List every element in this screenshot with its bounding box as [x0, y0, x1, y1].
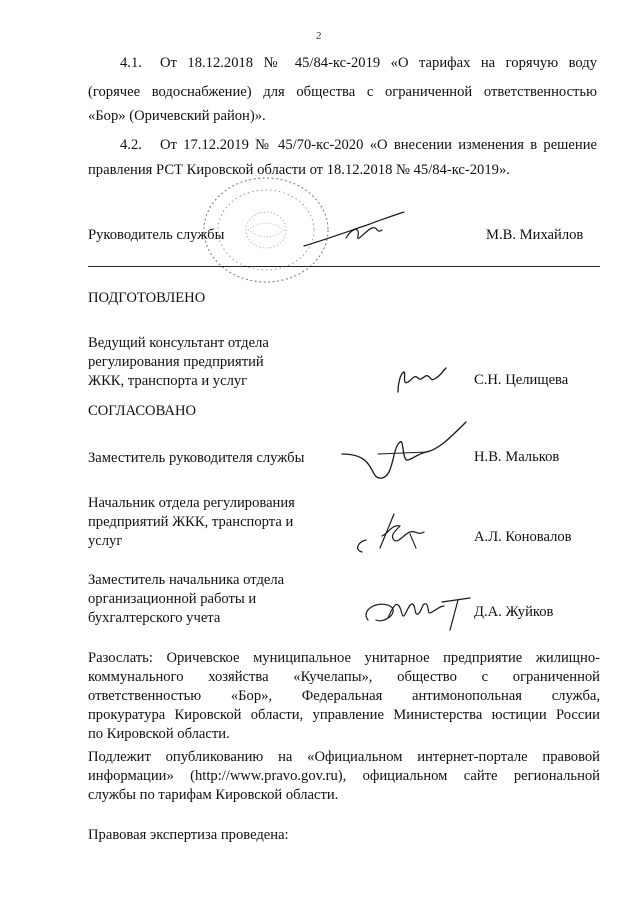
separator-line: [88, 266, 600, 267]
publication-line: службы по тарифам Кировской области.: [88, 787, 339, 803]
position-line: предприятий ЖКК, транспорта и: [88, 514, 294, 530]
publication-paragraph: [88, 748, 600, 805]
head-name: М.В. Михайлов: [486, 227, 584, 243]
item-4-1-line-2: (горячее водоснабжение) для общества с ограниченной ответственностью: [88, 84, 597, 100]
position-line: Заместитель руководителя службы: [88, 450, 305, 466]
agreed-signer-1-name: Н.В. Мальков: [474, 449, 560, 465]
agreed-signer-3-position: [88, 571, 284, 628]
publication-line: информации» (http://www.pravo.gov.ru), официальном сайте региональной: [88, 768, 600, 784]
head-title: Руководитель службы: [88, 227, 225, 243]
position-line: организационной работы и: [88, 591, 257, 607]
prepared-name: С.Н. Целищева: [474, 372, 569, 388]
agreed-signer-1-signature: [338, 418, 478, 488]
distribution-paragraph: [88, 649, 600, 744]
position-line: регулирования предприятий: [88, 354, 264, 370]
page-number: 2: [316, 30, 322, 42]
position-line: бухгалтерского учета: [88, 610, 221, 626]
distribution-line: коммунального хозяйства «Кучелапы», общество с ограниченной: [88, 669, 600, 685]
item-number-4-2: 4.2.: [120, 137, 142, 153]
distribution-line: по Кировской области.: [88, 726, 230, 742]
agreed-signer-3-signature: [358, 590, 478, 636]
item-4-2-line-2: правления РСТ Кировской области от 18.12.2018 № 45/84-кс-2019».: [88, 162, 510, 178]
item-4-2-line-1: От 17.12.2019 № 45/70-кс-2020 «О внесении изменения в решение: [160, 137, 597, 153]
position-line: Ведущий консультант отдела: [88, 335, 269, 351]
agreed-heading: СОГЛАСОВАНО: [88, 403, 197, 419]
agreed-signer-1-position: [88, 449, 304, 468]
position-line: ЖКК, транспорта и услуг: [88, 373, 248, 389]
agreed-signer-3-name: Д.А. Жуйков: [474, 604, 554, 620]
distribution-line: прокуратура Кировской области, управление Министерства юстиции России: [88, 707, 600, 723]
position-line: Заместитель начальника отдела: [88, 572, 285, 588]
head-signature: [300, 208, 410, 250]
legal-review-note: Правовая экспертиза проведена:: [88, 827, 289, 843]
agreed-signer-2-name: А.Л. Коновалов: [474, 529, 572, 545]
position-line: Начальник отдела регулирования: [88, 495, 295, 511]
item-4-1-line-3: «Бор» (Оричевский район)».: [88, 108, 266, 124]
prepared-position: [88, 334, 269, 391]
agreed-signer-2-position: [88, 494, 295, 551]
item-4-1-line-1: От 18.12.2018 № 45/84-кс-2019 «О тарифах на горячую воду: [160, 55, 597, 71]
position-line: услуг: [88, 533, 123, 549]
prepared-heading: ПОДГОТОВЛЕНО: [88, 290, 206, 306]
distribution-line: ответственностью «Бор», Федеральная антимонопольная служба,: [88, 688, 600, 704]
prepared-signature: [392, 366, 452, 396]
item-number-4-1: 4.1.: [120, 55, 142, 71]
agreed-signer-2-signature: [352, 508, 442, 558]
distribution-line: Разослать: Оричевское муниципальное унитарное предприятие жилищно-: [88, 650, 600, 666]
publication-line: Подлежит опубликованию на «Официальном интернет-портале правовой: [88, 749, 600, 765]
